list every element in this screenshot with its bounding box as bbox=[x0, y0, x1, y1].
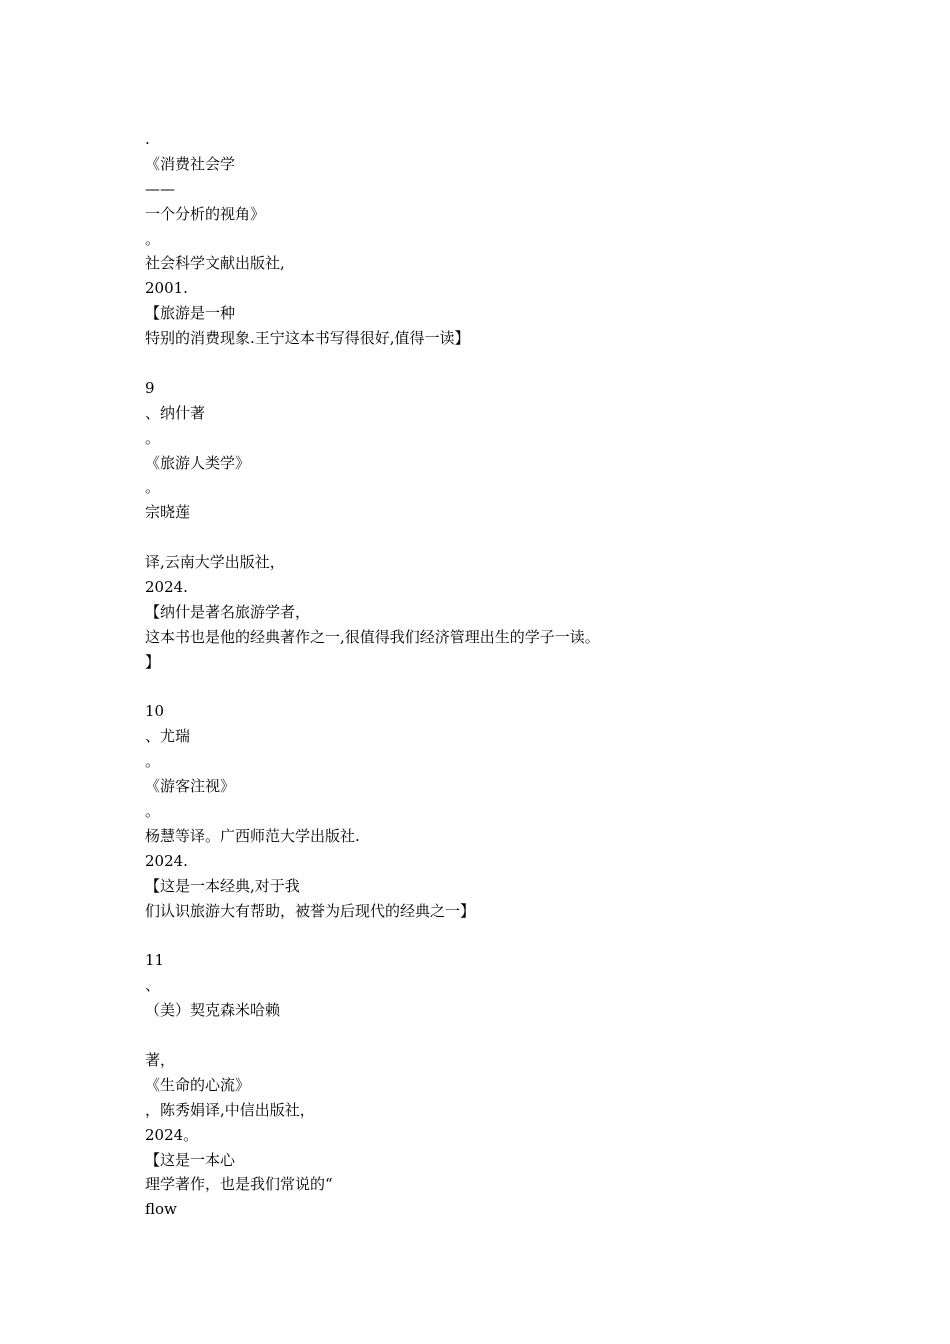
text-line: 著， bbox=[145, 1050, 176, 1069]
text-line: 。 bbox=[145, 229, 161, 248]
text-line: 【这是一本经典,对于我 bbox=[145, 876, 300, 895]
blank-line bbox=[145, 924, 845, 949]
text-line: 2001. bbox=[145, 279, 188, 298]
text-line: 杨慧等译。广西师范大学出版社. bbox=[145, 826, 360, 845]
blank-line bbox=[145, 1023, 845, 1048]
text-line: 们认识旅游大有帮助，被誉为后现代的经典之一】 bbox=[145, 901, 476, 920]
text-line: 、尤瑞 bbox=[145, 727, 191, 746]
text-line: 一个分析的视角》 bbox=[145, 204, 266, 223]
text-line: 2024. bbox=[145, 851, 188, 870]
book-title: 《旅游人类学》 bbox=[145, 453, 251, 472]
text-line: 2024。 bbox=[145, 1125, 199, 1144]
text-line: 、纳什著 bbox=[145, 403, 206, 422]
text-line: 社会科学文献出版社, bbox=[145, 254, 285, 273]
text-line: 】 bbox=[145, 652, 161, 671]
entry-number: 10 bbox=[145, 702, 165, 721]
text-line: —— bbox=[145, 179, 175, 198]
text-line: 。 bbox=[145, 802, 161, 821]
entry-number: 9 bbox=[145, 378, 155, 397]
text-line: 2024. bbox=[145, 578, 188, 597]
document-page bbox=[145, 127, 845, 1222]
text-line: 、 bbox=[145, 976, 161, 995]
text-line: 特别的消费现象.王宁这本书写得很好,值得一读】 bbox=[145, 329, 470, 348]
text-line: 【纳什是著名旅游学者， bbox=[145, 602, 311, 621]
blank-line bbox=[145, 351, 845, 376]
book-title: 《游客注视》 bbox=[145, 777, 236, 796]
blank-line bbox=[145, 525, 845, 550]
text-line: 。 bbox=[145, 752, 161, 771]
text-line: 【旅游是一种 bbox=[145, 304, 236, 323]
text-line: 译,云南大学出版社， bbox=[145, 553, 285, 572]
text-line: flow bbox=[145, 1200, 177, 1219]
text-line: 【这是一本心 bbox=[145, 1150, 236, 1169]
text-line: . bbox=[145, 130, 150, 148]
entry-number: 11 bbox=[145, 951, 165, 970]
book-title: 《生命的心流》 bbox=[145, 1075, 251, 1094]
text-line: 《消费社会学 bbox=[145, 154, 236, 173]
text-line: （美）契克森米哈赖 bbox=[145, 1001, 281, 1020]
text-line: 。 bbox=[145, 428, 161, 447]
text-line: 这本书也是他的经典著作之一,很值得我们经济管理出生的学子一读。 bbox=[145, 627, 600, 646]
blank-line bbox=[145, 675, 845, 700]
text-line: 。 bbox=[145, 478, 161, 497]
text-line: ，陈秀娟译,中信出版社， bbox=[145, 1100, 315, 1119]
text-line: 理学著作，也是我们常说的“ bbox=[145, 1175, 333, 1194]
text-line: 宗晓莲 bbox=[145, 503, 191, 522]
